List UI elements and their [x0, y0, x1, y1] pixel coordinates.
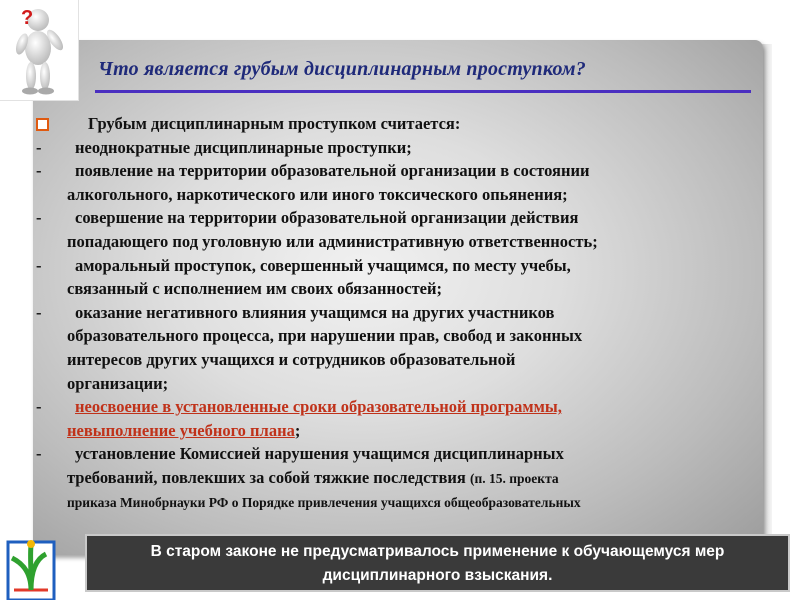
list-item [36, 206, 756, 253]
lead-text: Грубым дисциплинарным проступком считается: [88, 114, 461, 133]
item-text: интересов других учащихся и сотрудников образовательной [67, 349, 516, 369]
dash-marker: - [36, 397, 42, 417]
education-logo-icon [0, 520, 80, 600]
highlighted-text: неосвоение в установленные сроки образовательной программы, [75, 397, 562, 417]
list-item [36, 136, 756, 160]
list-item-highlighted [36, 395, 756, 442]
list-item [36, 254, 756, 301]
footer-note [85, 534, 790, 592]
item-text: связанный с исполнением им своих обязанностей; [67, 279, 442, 299]
item-text: требований, повлекших за собой тяжкие последствия [67, 467, 466, 487]
item-text: появление на территории образовательной организации в состоянии [75, 161, 590, 181]
lead-line [36, 112, 756, 136]
item-text: образовательного процесса, при нарушении прав, свобод и законных [67, 326, 583, 346]
dash-marker: - [36, 208, 42, 228]
item-text: оказание негативного влияния учащимся на других участников [75, 302, 555, 322]
item-text: алкогольного, наркотического или иного токсического опьянения; [67, 184, 568, 204]
footer-line: В старом законе не предусматривалось применение к обучающемуся мер [150, 543, 725, 560]
citation-note: (п. 15. проекта [469, 470, 559, 486]
slide-title: Что является грубым дисциплинарным проступком? [98, 58, 586, 80]
dash-marker: - [36, 444, 42, 464]
dash-marker: - [36, 137, 42, 157]
item-text: аморальный проступок, совершенный учащимся, по месту учебы, [75, 255, 571, 275]
footer-line: дисциплинарного взыскания. [322, 567, 553, 584]
item-text: попадающего под уголовную или административную ответственность; [67, 231, 598, 251]
dash-marker: - [36, 161, 42, 181]
item-text: неоднократные дисциплинарные проступки; [75, 137, 412, 157]
panel-edge [762, 44, 772, 554]
question-mark: ? [21, 7, 34, 29]
checkbox-bullet-icon [36, 118, 49, 131]
item-text: установление Комиссией нарушения учащимся дисциплинарных [75, 444, 564, 464]
highlighted-text: невыполнение учебного плана [67, 420, 295, 440]
dash-marker: - [36, 302, 42, 322]
list-item [36, 301, 756, 395]
item-suffix: ; [294, 420, 301, 440]
title-underline [95, 90, 751, 93]
item-text: совершение на территории образовательной организации действия [75, 208, 579, 228]
list-item [36, 159, 756, 206]
slide-body [36, 112, 756, 514]
item-text: организации; [67, 373, 169, 393]
dash-marker: - [36, 255, 42, 275]
citation-note: приказа Минобрнауки РФ о Порядке привлечения учащихся общеобразовательных [67, 494, 581, 510]
list-item [36, 442, 756, 514]
question-figure-icon [0, 0, 78, 100]
question-figure [0, 0, 79, 101]
